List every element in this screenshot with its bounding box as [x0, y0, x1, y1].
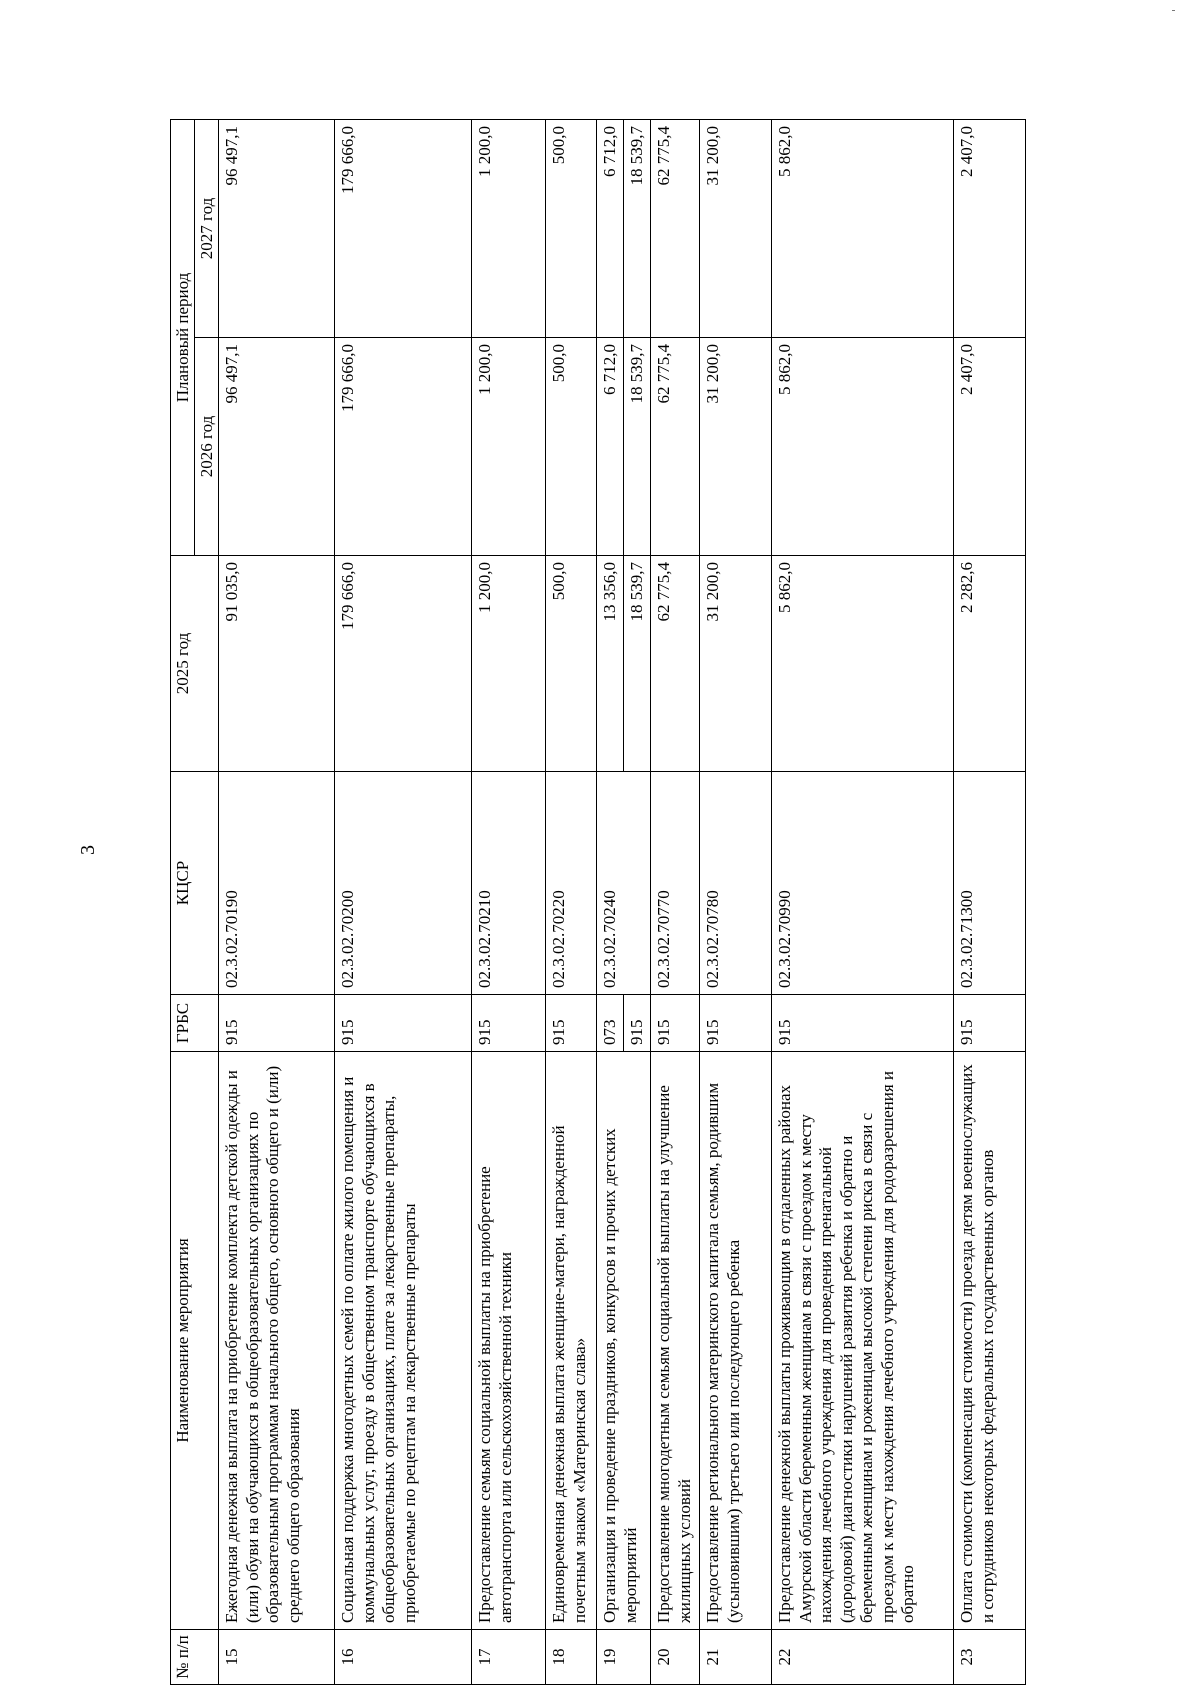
row-2025: 31 200,0: [700, 556, 772, 772]
row-name: Единовременная денежная выплата женщине-матери, награжденной почетным знаком «Материнская слава»: [546, 1052, 597, 1630]
table-row: [335, 119, 472, 1684]
row-name: Ежегодная денежная выплата на приобретение комплекта детской одежды и (или) обуви на обучающихся в общеобразовательных организациях по образовательным программам начального общего, основного общего и (или) среднего общего образования: [219, 1052, 335, 1630]
table-row: [651, 119, 700, 1684]
row-num: 16: [335, 1630, 472, 1685]
row-grbs: 915: [472, 995, 546, 1052]
table-row: [772, 119, 954, 1684]
table-row: [219, 119, 335, 1684]
row-grbs: 915: [954, 995, 1026, 1052]
row-2027: 500,0: [546, 119, 597, 337]
row-2025: 91 035,0: [219, 556, 335, 772]
row-2026: 5 862,0: [772, 338, 954, 556]
row-grbs: 915: [772, 995, 954, 1052]
row-2027: 179 666,0: [335, 119, 472, 337]
row-2027: 1 200,0: [472, 119, 546, 337]
row-grbs: 915: [700, 995, 772, 1052]
row-kcsr: 02.3.02.70210: [472, 772, 546, 995]
header-name: Наименование мероприятия: [171, 1052, 219, 1630]
header-2027: 2027 год: [195, 119, 219, 337]
row-kcsr: 02.3.02.71300: [954, 772, 1026, 995]
row-grbs: 915: [546, 995, 597, 1052]
row-kcsr: 02.3.02.70220: [546, 772, 597, 995]
row-num: 15: [219, 1630, 335, 1685]
row-name: Предоставление регионального материнского капитала семьям, родившим (усыновившим) третьего или последующего ребенка: [700, 1052, 772, 1630]
row-num: 17: [472, 1630, 546, 1685]
row-2026: 6 712,0: [597, 338, 624, 556]
row-2025: 179 666,0: [335, 556, 472, 772]
row-2026: 2 407,0: [954, 338, 1026, 556]
row-2026: 1 200,0: [472, 338, 546, 556]
table-row: [954, 119, 1026, 1684]
row-name: Предоставление денежной выплаты проживающим в отдаленных районах Амурской области беременным женщинам в связи с проездом к месту нахождения лечебного учреждения для проведения пренатальной (дородовой) диагностики нарушений развития ребенка и обратно и беременным женщинам и роженицам высокой степени риска в связи с проездом к месту нахождения лечебного учреждения для родоразрешения и обратно: [772, 1052, 954, 1630]
scan-artifact: [1172, 10, 1175, 11]
row-name: Организация и проведение праздников, конкурсов и прочих детских мероприятий: [597, 1052, 651, 1630]
row-num: 18: [546, 1630, 597, 1685]
header-num: № п/п: [171, 1630, 219, 1685]
row-num: 21: [700, 1630, 772, 1685]
row-name: Предоставление семьям социальной выплаты на приобретение автотранспорта или сельскохозяйственной техники: [472, 1052, 546, 1630]
header-2025: 2025 год: [171, 556, 219, 772]
row-kcsr: 02.3.02.70990: [772, 772, 954, 995]
row-2027: 96 497,1: [219, 119, 335, 337]
row-2026: 500,0: [546, 338, 597, 556]
header-planned-period: Плановый период: [171, 119, 195, 555]
table-row: [546, 119, 597, 1684]
row-2027: 5 862,0: [772, 119, 954, 337]
row-2025: 13 356,0: [597, 556, 624, 772]
row-num: 23: [954, 1630, 1026, 1685]
row-grbs: 915: [624, 995, 651, 1052]
row-2027: 18 539,7: [624, 119, 651, 337]
row-2027: 6 712,0: [597, 119, 624, 337]
row-grbs: 915: [219, 995, 335, 1052]
row-2027: 2 407,0: [954, 119, 1026, 337]
row-name: Предоставление многодетным семьям социальной выплаты на улучшение жилищных условий: [651, 1052, 700, 1630]
table-row: [597, 119, 624, 1684]
row-2027: 62 775,4: [651, 119, 700, 337]
row-2025: 5 862,0: [772, 556, 954, 772]
header-2026: 2026 год: [195, 338, 219, 556]
row-name: Оплата стоимости (компенсация стоимости) проезда детям военнослужащих и сотрудников некоторых федеральных государственных органов: [954, 1052, 1026, 1630]
header-grbs: ГРБС: [171, 995, 219, 1052]
row-2025: 500,0: [546, 556, 597, 772]
rotated-table-wrapper: [170, 120, 1050, 1685]
row-grbs: 915: [651, 995, 700, 1052]
row-2026: 62 775,4: [651, 338, 700, 556]
row-num: 20: [651, 1630, 700, 1685]
row-name: Социальная поддержка многодетных семей по оплате жилого помещения и коммунальных услуг, проезду в общественном транспорте обучающихся в общеобразовательных организациях, плате за лекарственные препараты, приобретаемые по рецептам на лекарственные препараты: [335, 1052, 472, 1630]
row-2026: 179 666,0: [335, 338, 472, 556]
header-kcsr: КЦСР: [171, 772, 219, 995]
row-num: 19: [597, 1630, 651, 1685]
table-row: [472, 119, 546, 1684]
row-2026: 18 539,7: [624, 338, 651, 556]
row-2026: 31 200,0: [700, 338, 772, 556]
budget-table: [170, 119, 1026, 1685]
row-kcsr: 02.3.02.70240: [597, 772, 651, 995]
row-grbs: 915: [335, 995, 472, 1052]
row-2025: 1 200,0: [472, 556, 546, 772]
table-row: [700, 119, 772, 1684]
row-kcsr: 02.3.02.70200: [335, 772, 472, 995]
row-2026: 96 497,1: [219, 338, 335, 556]
row-2025: 62 775,4: [651, 556, 700, 772]
row-num: 22: [772, 1630, 954, 1685]
row-kcsr: 02.3.02.70770: [651, 772, 700, 995]
row-2025: 2 282,6: [954, 556, 1026, 772]
row-kcsr: 02.3.02.70780: [700, 772, 772, 995]
row-2027: 31 200,0: [700, 119, 772, 337]
row-kcsr: 02.3.02.70190: [219, 772, 335, 995]
row-2025: 18 539,7: [624, 556, 651, 772]
page-number: 3: [77, 845, 99, 855]
row-grbs: 073: [597, 995, 624, 1052]
